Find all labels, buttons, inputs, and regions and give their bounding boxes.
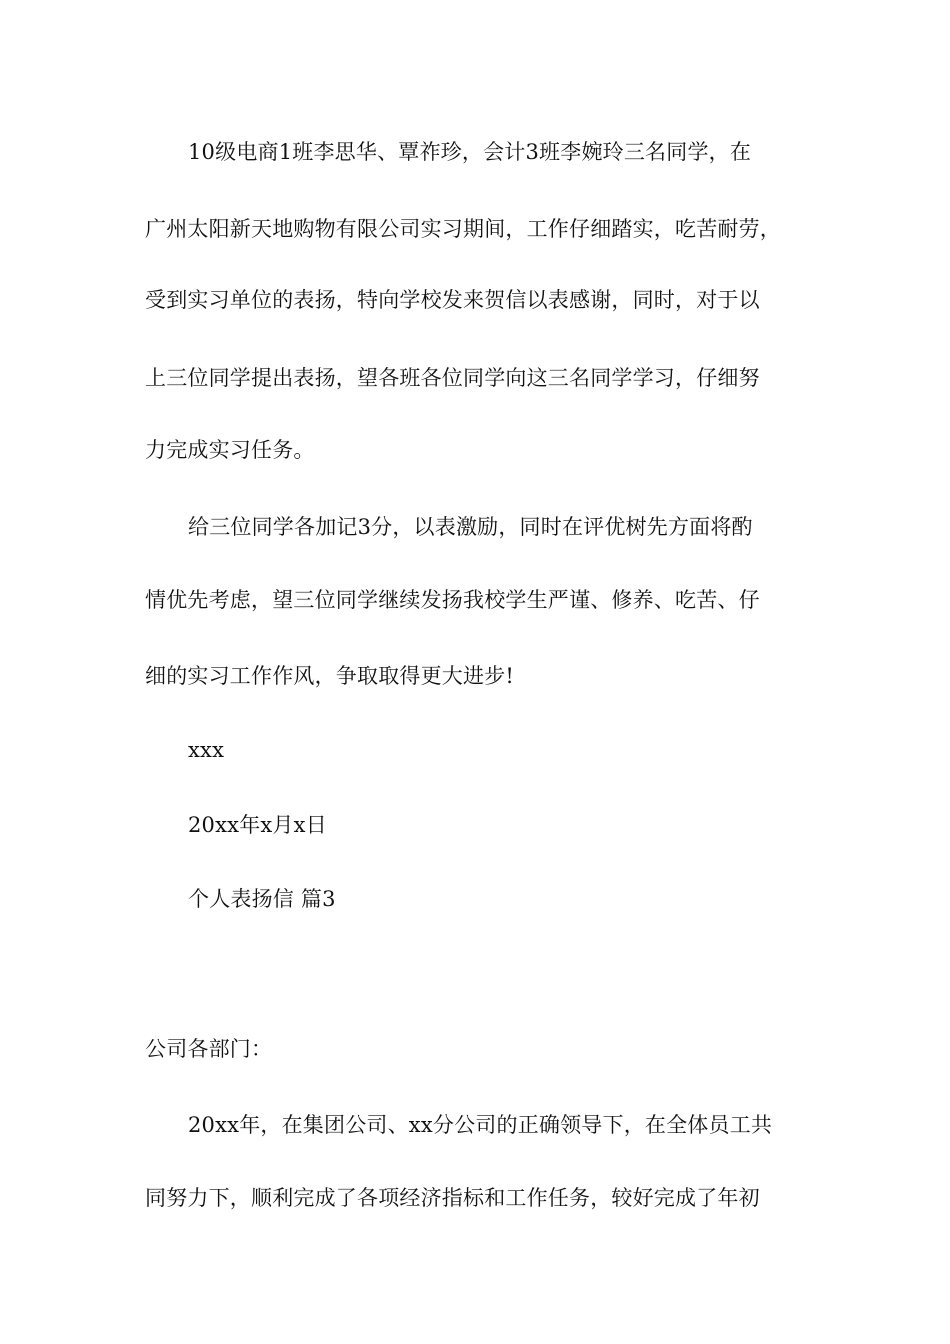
signature-name: xxx	[188, 738, 225, 762]
paragraph-3-line-1: 20xx年，在集团公司、xx分公司的正确领导下，在全体员工共	[188, 1113, 773, 1137]
paragraph-1-line-5: 力完成实习任务。	[145, 438, 315, 462]
paragraph-1-line-3: 受到实习单位的表扬，特向学校发来贺信以表感谢，同时，对于以	[145, 288, 760, 312]
paragraph-1-line-2: 广州太阳新天地购物有限公司实习期间，工作仔细踏实，吃苦耐劳，	[145, 217, 781, 241]
salutation: 公司各部门：	[145, 1037, 273, 1061]
signature-date: 20xx年x月x日	[188, 813, 327, 837]
paragraph-2-line-2: 情优先考虑，望三位同学继续发扬我校学生严谨、修养、吃苦、仔	[145, 588, 760, 612]
paragraph-1-line-1: 10级电商1班李思华、覃祚珍，会计3班李婉玲三名同学，在	[188, 140, 752, 164]
section-heading: 个人表扬信 篇3	[188, 887, 336, 911]
paragraph-2-line-1: 给三位同学各加记3分，以表激励，同时在评优树先方面将酌	[188, 515, 753, 539]
paragraph-1-line-4: 上三位同学提出表扬，望各班各位同学向这三名同学学习，仔细努	[145, 366, 760, 390]
paragraph-3-line-2: 同努力下，顺利完成了各项经济指标和工作任务，较好完成了年初	[145, 1186, 760, 1210]
paragraph-2-line-3: 细的实习工作作风，争取取得更大进步!	[145, 664, 515, 688]
